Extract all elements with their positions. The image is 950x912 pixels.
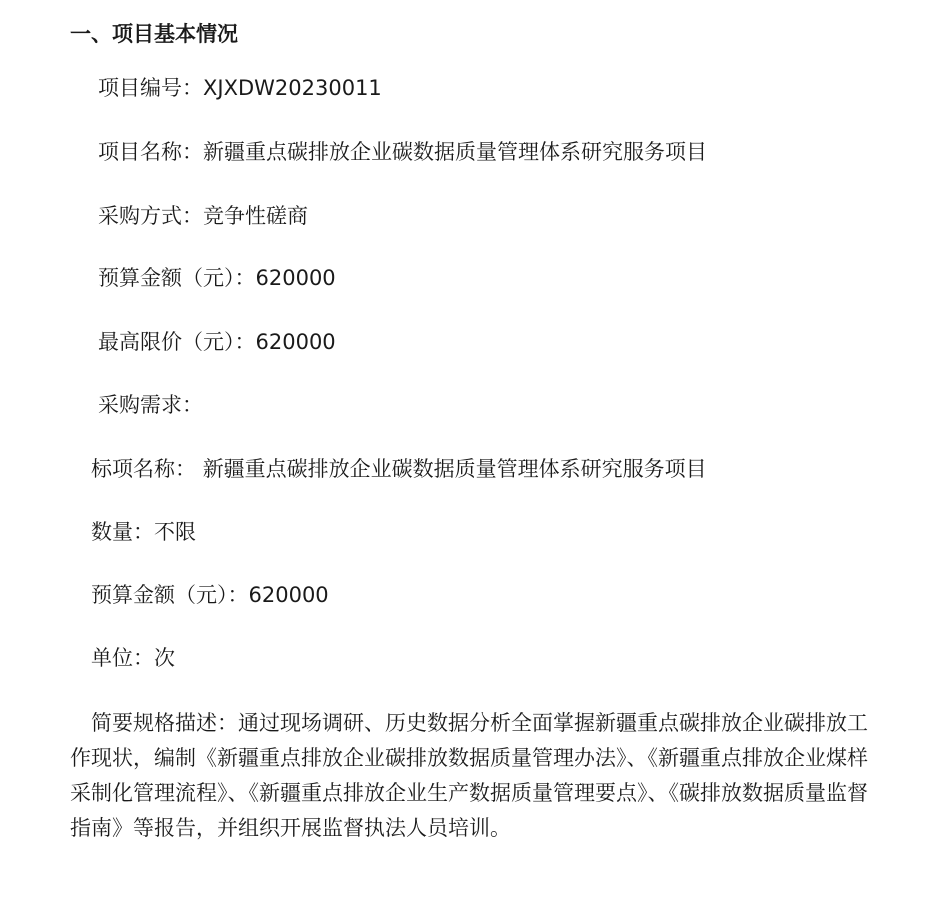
description-value: 通过现场调研、历史数据分析全面掌握新疆重点碳排放企业碳排放工作现状，编制《新疆重点排放企业碳排放数据质量管理办法》、《新疆重点排放企业煤样采制化管理流程》、《新疆重点排放企业生产数据质量管理要点》、《碳排放数据质量监督指南》等报告，并组织开展监督执法人员培训。 [70,711,868,840]
description-label: 简要规格描述： [91,711,238,735]
description-paragraph [70,706,885,846]
budget-row [98,264,336,292]
budget-label: 预算金额（元）： [98,266,256,290]
unit-row [91,644,175,672]
procurement-demand-row [98,391,203,419]
budget-value: 620000 [255,266,336,290]
item-name-label: 标项名称： [91,457,196,481]
unit-label: 单位： [91,646,154,670]
max-price-row [98,328,336,356]
procurement-method-row [98,202,308,230]
item-budget-label: 预算金额（元）： [91,583,249,607]
item-budget-value: 620000 [248,583,329,607]
procurement-method-label: 采购方式： [98,204,203,228]
quantity-label: 数量： [91,520,154,544]
max-price-value: 620000 [255,330,336,354]
item-budget-row [91,581,329,609]
project-name-row [98,138,707,166]
quantity-value: 不限 [154,520,196,544]
procurement-demand-label: 采购需求： [98,393,203,417]
project-name-label: 项目名称： [98,140,203,164]
quantity-row [91,518,196,546]
max-price-label: 最高限价（元）： [98,330,256,354]
project-number-label: 项目编号： [98,76,203,100]
project-name-value: 新疆重点碳排放企业碳数据质量管理体系研究服务项目 [203,140,707,164]
procurement-method-value: 竞争性磋商 [203,204,308,228]
item-name-row [91,455,707,483]
project-number-value: XJXDW20230011 [203,76,382,100]
section-title: 一、项目基本情况 [70,22,238,46]
unit-value: 次 [154,646,175,670]
item-name-value: 新疆重点碳排放企业碳数据质量管理体系研究服务项目 [202,457,707,481]
project-number-row [98,74,382,102]
